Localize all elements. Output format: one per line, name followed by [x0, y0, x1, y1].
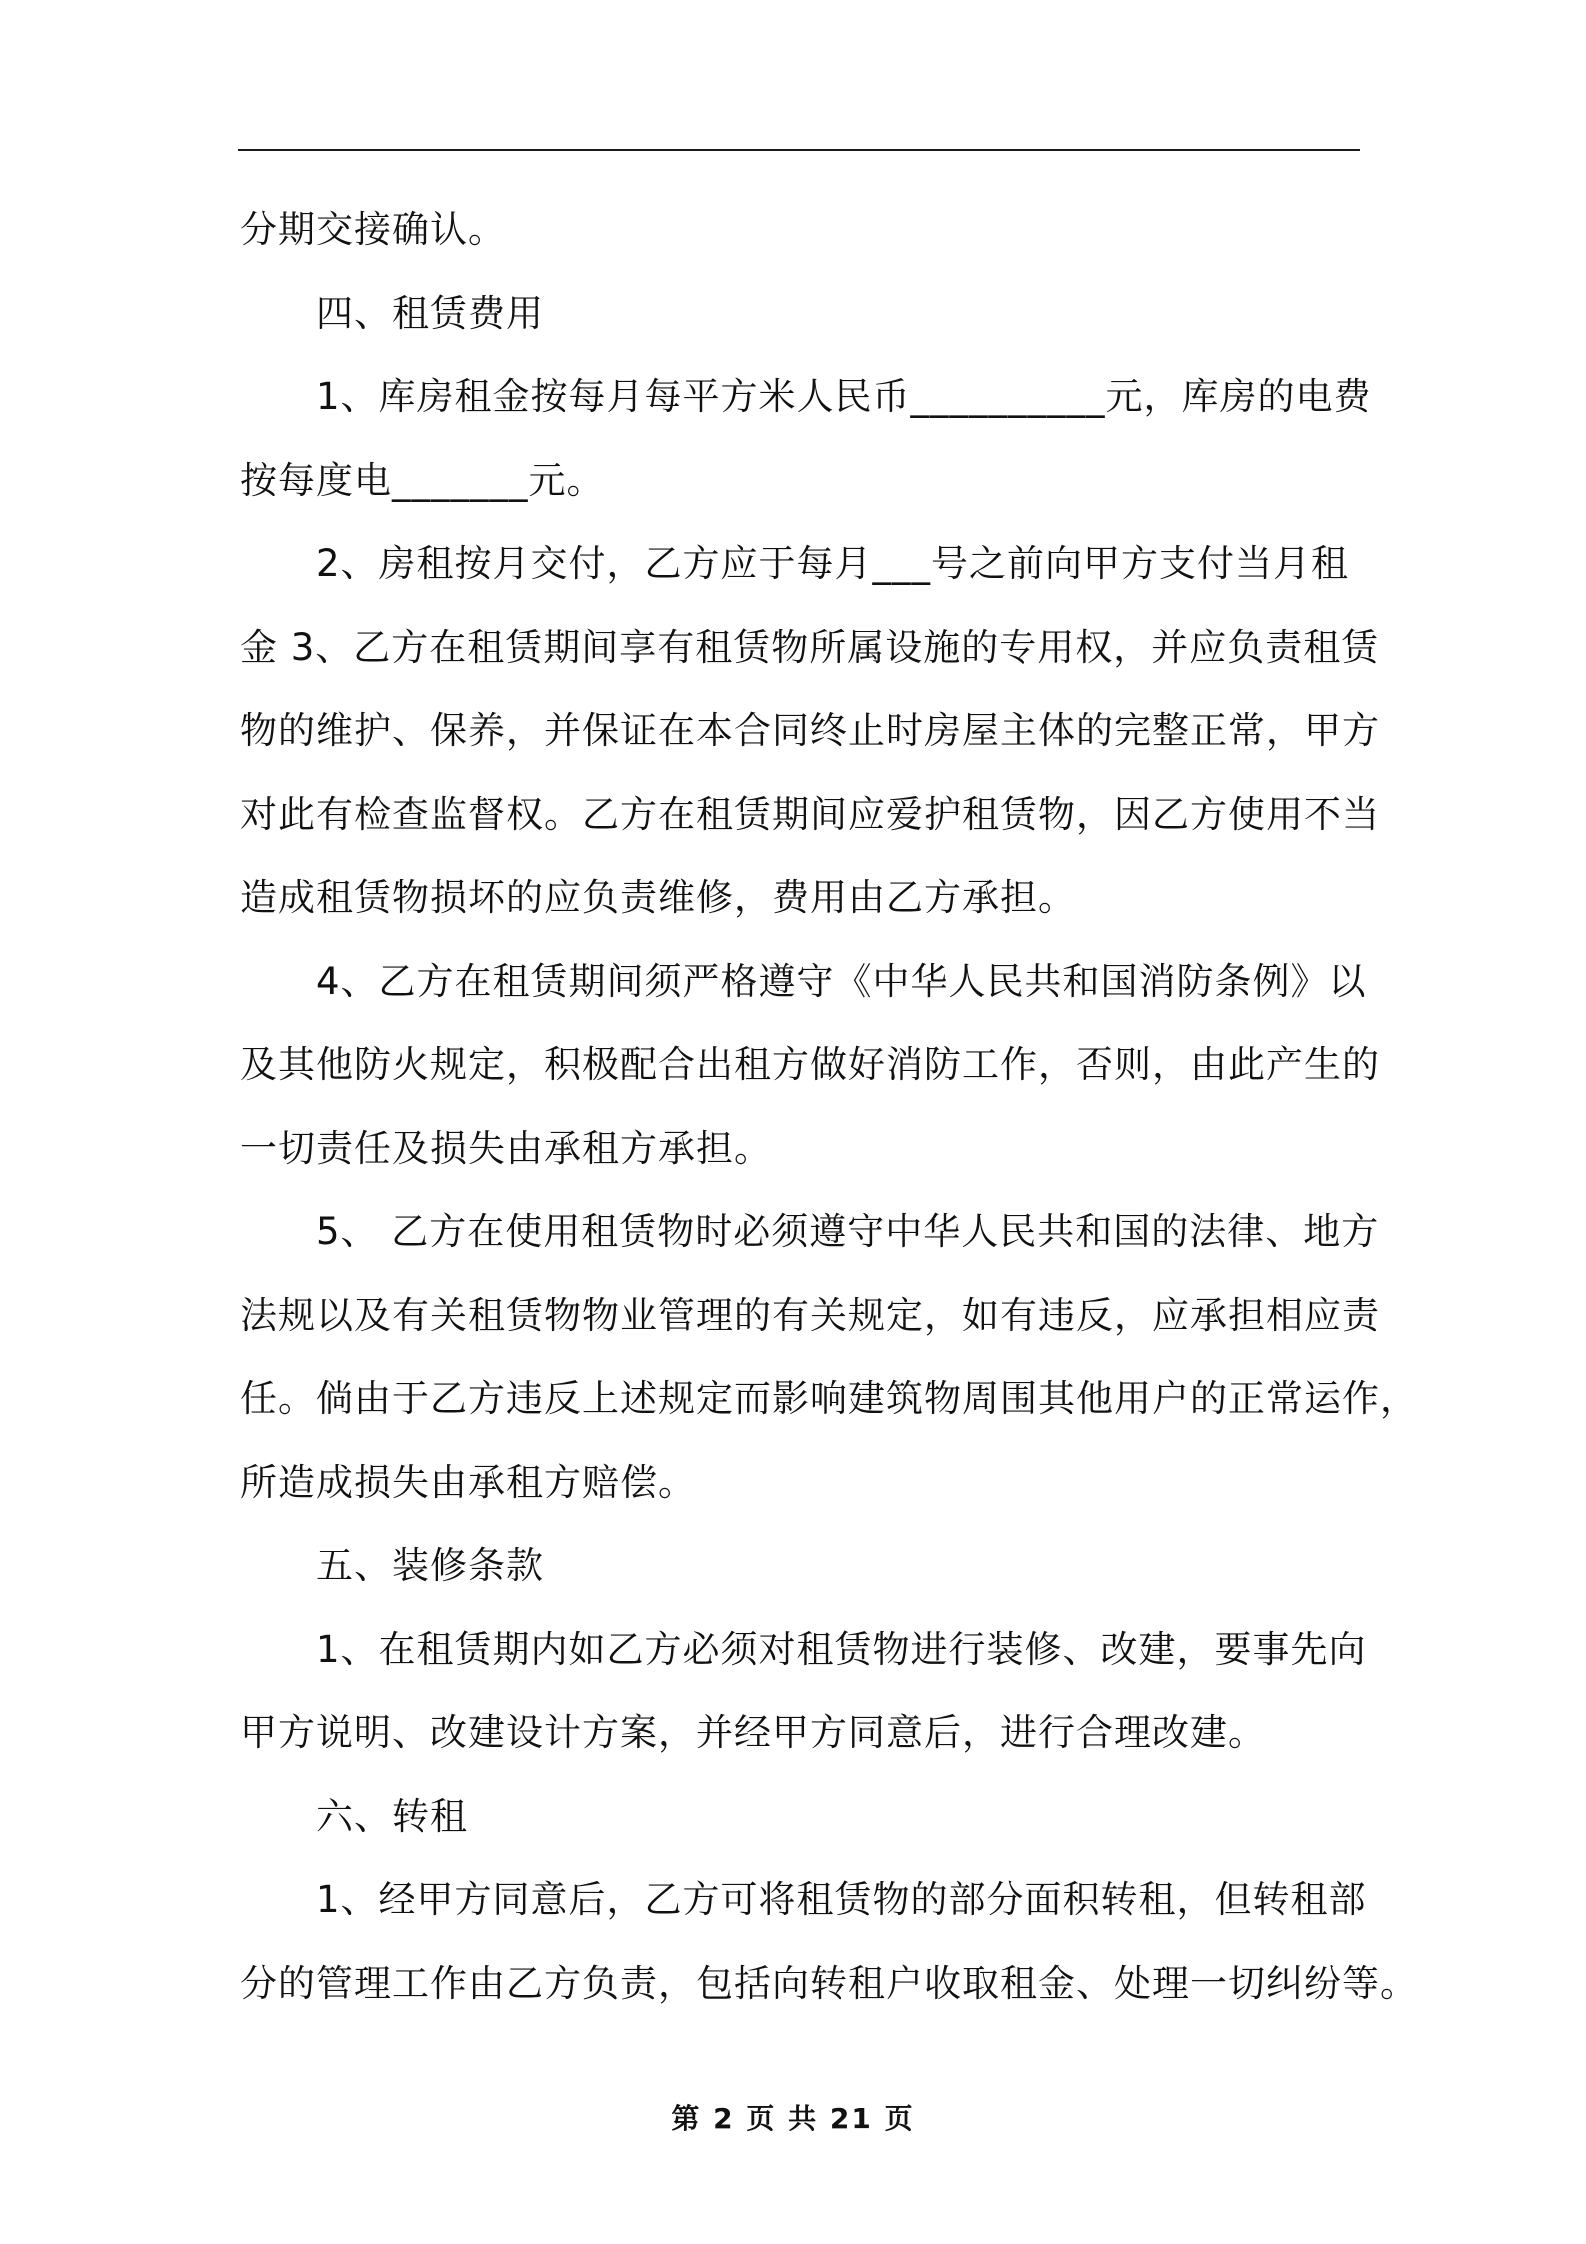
page-number: 第 2 页 共 21 页 — [671, 2102, 915, 2135]
line-9: 造成租赁物损坏的应负责维修，费用由乙方承担。 — [240, 876, 1076, 919]
line-13: 5、 乙方在使用租赁物时必须遵守中华人民共和国的法律、地方 — [316, 1210, 1380, 1253]
line-1: 分期交接确认。 — [240, 208, 506, 251]
line-8: 对此有检查监督权。乙方在租赁期间应爱护租赁物，因乙方使用不当 — [240, 792, 1380, 836]
document-body — [240, 188, 1418, 2025]
line-19: 甲方说明、改建设计方案，并经甲方同意后，进行合理改建。 — [240, 1711, 1266, 1754]
line-4: 按每度电_______元。 — [240, 458, 605, 502]
line-14: 法规以及有关租赁物物业管理的有关规定，如有违反，应承担相应责 — [240, 1293, 1380, 1337]
line-10: 4、乙方在租赁期间须严格遵守《中华人民共和国消防条例》以 — [316, 959, 1367, 1003]
line-6: 金 3、乙方在租赁期间享有租赁物所属设施的专用权，并应负责租赁 — [240, 625, 1380, 669]
line-12: 一切责任及损失由承租方承担。 — [240, 1126, 772, 1170]
line-18: 1、在租赁期内如乙方必须对租赁物进行装修、改建，要事先向 — [316, 1627, 1367, 1671]
line-3: 1、库房租金按每月每平方米人民币__________元，库房的电费 — [316, 375, 1372, 418]
line-7: 物的维护、保养，并保证在本合同终止时房屋主体的完整正常，甲方 — [240, 709, 1380, 752]
section-4-heading: 四、租赁费用 — [316, 291, 544, 335]
section-5-heading: 五、装修条款 — [316, 1544, 544, 1587]
line-5: 2、房租按月交付，乙方应于每月___号之前向甲方支付当月租 — [316, 542, 1350, 585]
line-15: 任。倘由于乙方违反上述规定而影响建筑物周围其他用户的正常运作， — [240, 1377, 1418, 1420]
line-21: 1、经甲方同意后，乙方可将租赁物的部分面积转租，但转租部 — [316, 1878, 1367, 1921]
line-22: 分的管理工作由乙方负责，包括向转租户收取租金、处理一切纠纷等。 — [240, 1961, 1418, 2005]
line-11: 及其他防火规定，积极配合出租方做好消防工作，否则，由此产生的 — [240, 1043, 1380, 1086]
section-6-heading: 六、转租 — [316, 1794, 468, 1838]
header-rule — [238, 149, 1360, 151]
line-16: 所造成损失由承租方赔偿。 — [240, 1460, 696, 1504]
